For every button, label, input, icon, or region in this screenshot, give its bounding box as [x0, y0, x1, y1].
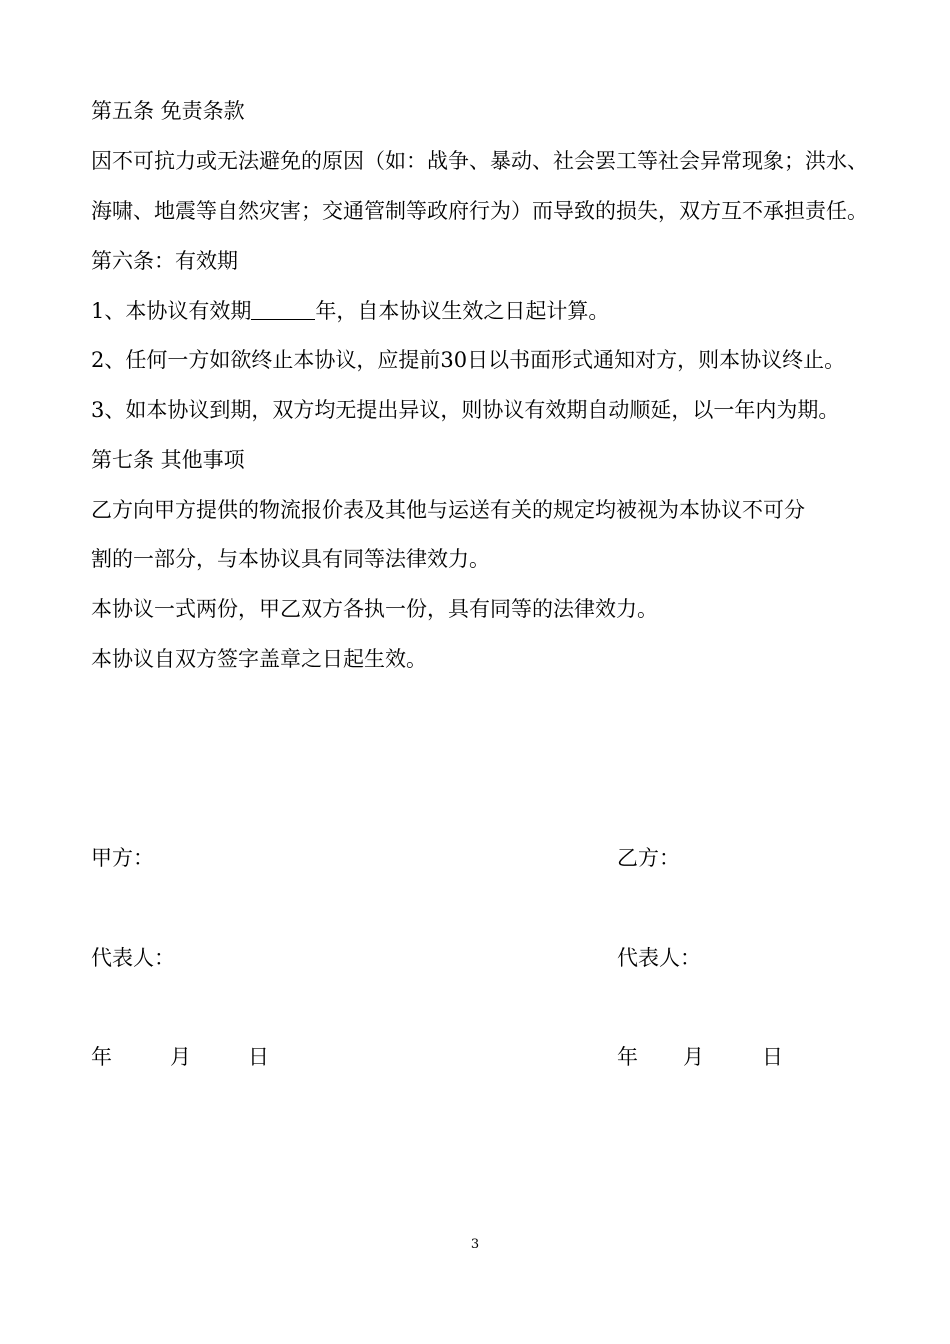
party-a-month: 月 — [170, 1045, 191, 1069]
article6-item1-suffix: 年，自本协议生效之日起计算。 — [315, 299, 610, 323]
article6-item2: 2、任何一方如欲终止本协议，应提前30日以书面形式通知对方，则本协议终止。 — [91, 348, 846, 372]
article6-item3: 3、如本协议到期，双方均无提出异议，则协议有效期自动顺延，以一年内为期。 — [91, 398, 840, 422]
party-b-month: 月 — [683, 1045, 704, 1069]
party-a-day: 日 — [248, 1045, 269, 1069]
party-a-year: 年 — [91, 1045, 112, 1069]
party-a-rep-label: 代表人： — [91, 946, 175, 970]
article7-para2: 本协议一式两份，甲乙双方各执一份，具有同等的法律效力。 — [91, 597, 658, 621]
page-number: 3 — [470, 1237, 480, 1252]
article6-item1 — [91, 298, 609, 324]
article5-heading: 第五条 免责条款 — [91, 99, 245, 123]
article5-body-line1: 因不可抗力或无法避免的原因（如：战争、暴动、社会罢工等社会异常现象；洪水、 — [91, 149, 868, 173]
party-b-rep-label: 代表人： — [617, 946, 701, 970]
article6-item1-prefix: 1、本协议有效期 — [91, 299, 252, 323]
party-a-label: 甲方： — [91, 846, 154, 870]
party-b-year: 年 — [617, 1045, 638, 1069]
article7-heading: 第七条 其他事项 — [91, 448, 245, 472]
article7-para1-line1: 乙方向甲方提供的物流报价表及其他与运送有关的规定均被视为本协议不可分 — [91, 498, 805, 522]
article7-para3: 本协议自双方签字盖章之日起生效。 — [91, 647, 427, 671]
article7-para1-line2: 割的一部分，与本协议具有同等法律效力。 — [91, 547, 490, 571]
party-b-day: 日 — [762, 1045, 783, 1069]
party-b-label: 乙方： — [617, 846, 680, 870]
validity-years-blank — [251, 299, 315, 320]
article5-body-line2: 海啸、地震等自然灾害；交通管制等政府行为）而导致的损失，双方互不承担责任。 — [91, 199, 868, 223]
article6-heading: 第六条：有效期 — [91, 249, 238, 273]
